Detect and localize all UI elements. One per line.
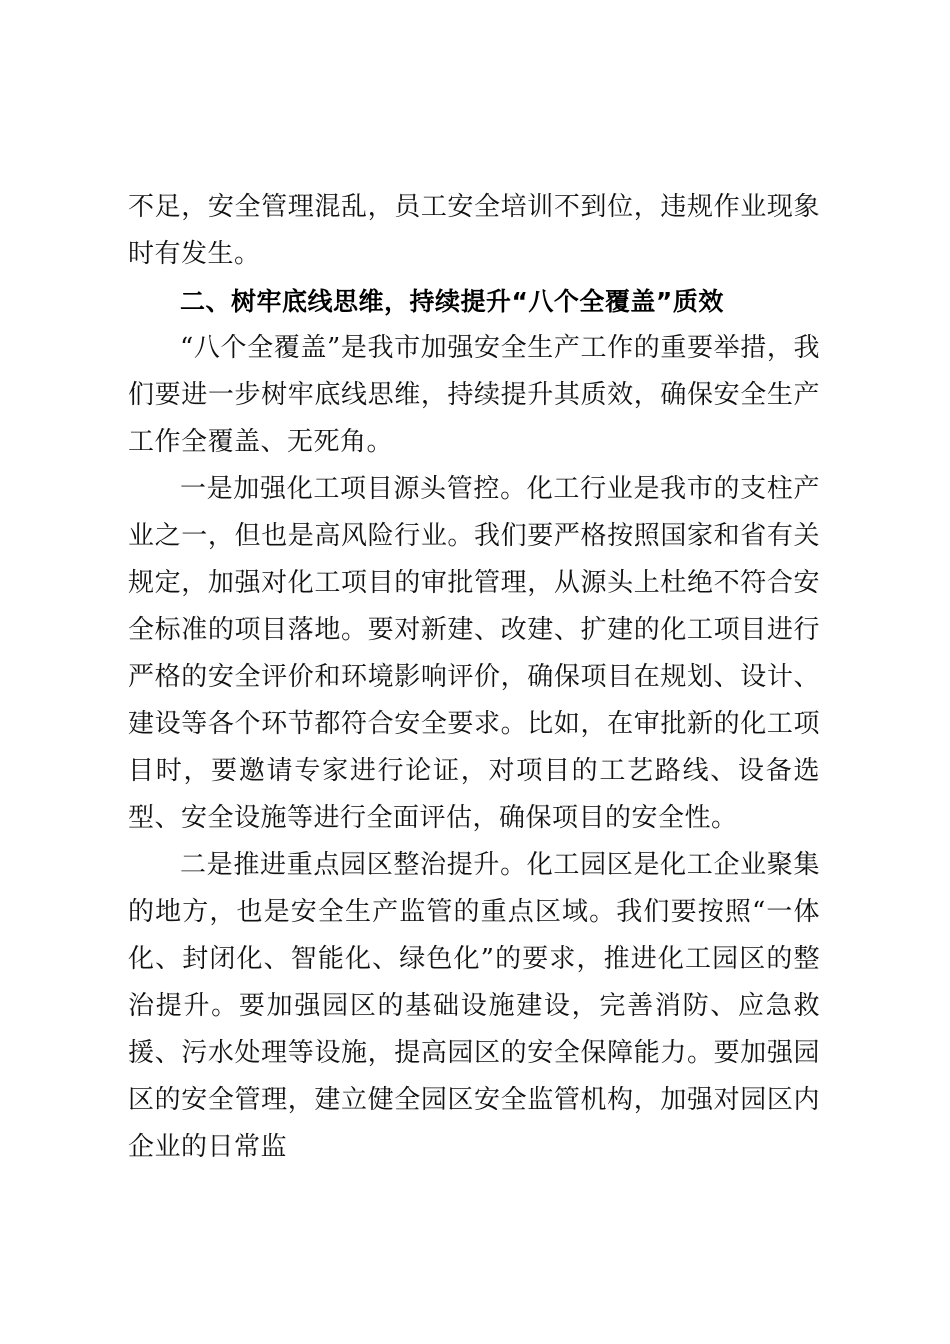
paragraph-continued: 不足，安全管理混乱，员工安全培训不到位，违规作业现象时有发生。 [128,192,820,269]
paragraph-point-two: 二是推进重点园区整治提升。化工园区是化工企业聚集的地方，也是安全生产监管的重点区域。我们要按照“一体化、封闭化、智能化、绿色化”的要求，推进化工园区的整治提升。要加强园区的基础设施建设，完善消防、应急救援、污水处理等设施，提高园区的安全保障能力。要加强园区的安全管理，建立健全园区安全监管机构，加强对园区内企业的日常监 [128,850,820,1162]
document-body [128,184,820,1171]
paragraph-point-one: 一是加强化工项目源头管控。化工行业是我市的支柱产业之一，但也是高风险行业。我们要严格按照国家和省有关规定，加强对化工项目的审批管理，从源头上杜绝不符合安全标准的项目落地。要对新建、改建、扩建的化工项目进行严格的安全评价和环境影响评价，确保项目在规划、设计、建设等各个环节都符合安全要求。比如，在审批新的化工项目时，要邀请专家进行论证，对项目的工艺路线、设备选型、安全设施等进行全面评估，确保项目的安全性。 [128,474,820,833]
paragraph-intro: “八个全覆盖”是我市加强安全生产工作的重要举措，我们要进一步树牢底线思维，持续提升其质效，确保安全生产工作全覆盖、无死角。 [128,333,820,457]
section-heading: 二、树牢底线思维，持续提升“八个全覆盖”质效 [180,287,724,316]
